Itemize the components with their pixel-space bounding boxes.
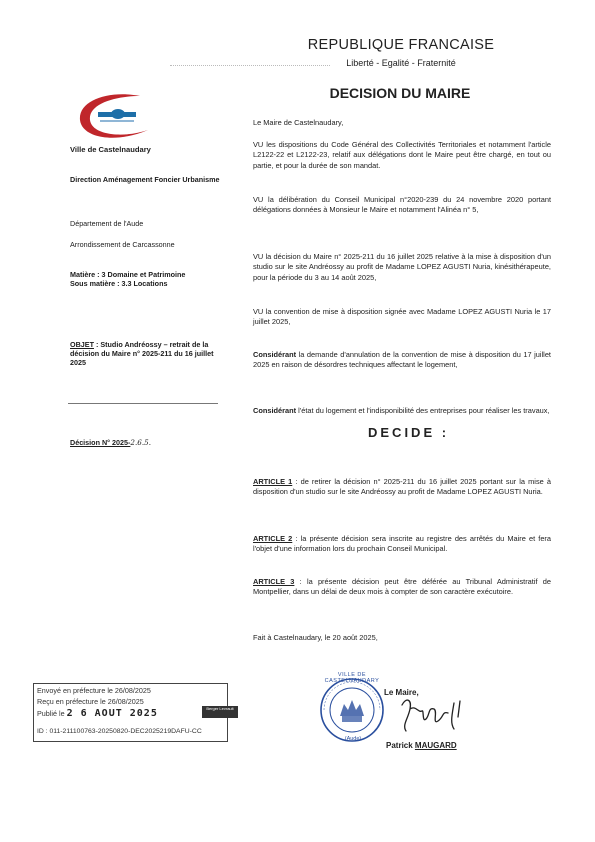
fait-line: Fait à Castelnaudary, le 20 août 2025,: [253, 633, 378, 642]
stamp-publie-label: Publié le: [37, 709, 65, 718]
stamp-recu: Reçu en préfecture le 26/08/2025: [37, 697, 144, 706]
handwritten-signature: [398, 695, 468, 737]
sidebar-divider: [68, 403, 218, 404]
article-1: [253, 477, 551, 498]
intro-line: Le Maire de Castelnaudary,: [253, 118, 344, 127]
stamp-id: ID : 011-211100763-20250820-DEC2025219DAFU-CC: [37, 728, 202, 735]
vu-paragraph-3: [253, 252, 551, 283]
article-2: [253, 534, 551, 555]
direction-label: Direction Aménagement Foncier Urbanisme: [70, 175, 220, 184]
vu3-prefix: VU la décision du Maire n° 2025-211 du 16 juillet 2025 relative à la mise à disposition d'un studio sur le site Andréossy au profit de Madame: [253, 252, 551, 272]
signature-role: Le Maire,: [384, 688, 419, 697]
sous-matiere-label: Sous matière : 3.3 Locations: [70, 279, 168, 288]
matiere-label: Matière : 3 Domaine et Patrimoine: [70, 270, 186, 279]
logo-icon: [70, 90, 160, 145]
signatory-surname: MAUGARD: [414, 741, 457, 750]
considerant-1-label: Considérant: [253, 350, 297, 359]
objet-text: : Studio Andréossy – retrait de la décision du Maire n° 2025-211 du 16 juillet 2025: [70, 340, 214, 368]
article-3-label: ARTICLE 3: [253, 577, 295, 586]
decision-number-block: [70, 438, 230, 447]
stamp-badge: Berger Levrault: [202, 706, 238, 718]
article-1-label: ARTICLE 1: [253, 477, 293, 486]
objet-block: [70, 340, 220, 368]
seal-text: VILLE DE CASTELNAUDARY: [324, 672, 380, 684]
republic-motto: Liberté - Egalité - Fraternité: [346, 58, 456, 68]
vu3-name: LOPEZ AGUSTI: [416, 262, 471, 272]
considerant-2-text: l'état du logement et l'indisponibilité des entreprises pour réaliser les travaux,: [296, 406, 550, 415]
departement-label: Département de l'Aude: [70, 219, 144, 228]
article-3: [253, 577, 551, 598]
objet-label: OBJET: [70, 340, 94, 349]
republic-title: REPUBLIQUE FRANCAISE: [307, 37, 495, 53]
decision-number: 2.6.5.: [130, 438, 151, 447]
article-2-label: ARTICLE 2: [253, 534, 293, 543]
document-title: DECISION DU MAIRE: [329, 85, 471, 101]
vu-paragraph-1: VU les dispositions du Code Général des Collectivités Territoriales et notamment l'article L2122-22 et L2122-23, relatif aux délégations dont le Maire peut être chargé, en tout ou partie, et pour la durée de son mandat.: [253, 140, 551, 170]
stamp-publie-date: 2 6 AOUT 2025: [66, 708, 158, 719]
vu-paragraph-4: VU la convention de mise à disposition signée avec Madame LOPEZ AGUSTI Nuria le 17 juillet 2025,: [253, 307, 551, 327]
decide-heading: DECIDE :: [368, 425, 450, 440]
article-3-text: : la présente décision peut être déférée au Tribunal Administratif de Montpellier, dans un délai de deux mois à compter de son caractère exécutoire.: [253, 577, 551, 597]
signatory-name: [386, 741, 457, 750]
seal-sub: (Aude): [344, 736, 362, 742]
vu3-suffix: Nuria, kinésithérapeute, pour la période du 3 au 14 août 2025,: [253, 262, 551, 282]
considerant-1-text: la demande d'annulation de la convention de mise à disposition du 17 juillet 2025 en raison de désordres techniques affectant le logement,: [253, 350, 551, 370]
considerant-2-label: Considérant: [253, 406, 297, 415]
vu-paragraph-2: VU la délibération du Conseil Municipal n°2020-239 du 24 novembre 2020 portant délégations données à Monsieur le Maire et notamment l'Alinéa n° 5,: [253, 195, 551, 215]
signatory-first-name: Patrick: [386, 741, 415, 750]
stamp-publie: [37, 708, 158, 719]
considerant-paragraph-2: [253, 406, 551, 416]
prefecture-stamp: [33, 683, 234, 742]
signature-icon: [398, 695, 468, 737]
decision-label: Décision N° 2025-: [70, 438, 131, 447]
city-logo: [70, 90, 160, 145]
city-name: Ville de Castelnaudary: [70, 145, 151, 154]
article-1-text: : de retirer la décision n° 2025-211 du 16 juillet 2025 portant sur la mise à disposition d'un studio sur le site Andréossy au profit de Madame LOPEZ AGUSTI Nuria.: [253, 477, 551, 497]
arrondissement-label: Arrondissement de Carcassonne: [70, 240, 175, 249]
considerant-paragraph-1: [253, 350, 551, 371]
stamp-envoye: Envoyé en préfecture le 26/08/2025: [37, 686, 151, 695]
article-2-text: : la présente décision sera inscrite au registre des arrêtés du Maire et fera l'objet d'une information lors du prochain Conseil Municipal.: [253, 534, 552, 554]
